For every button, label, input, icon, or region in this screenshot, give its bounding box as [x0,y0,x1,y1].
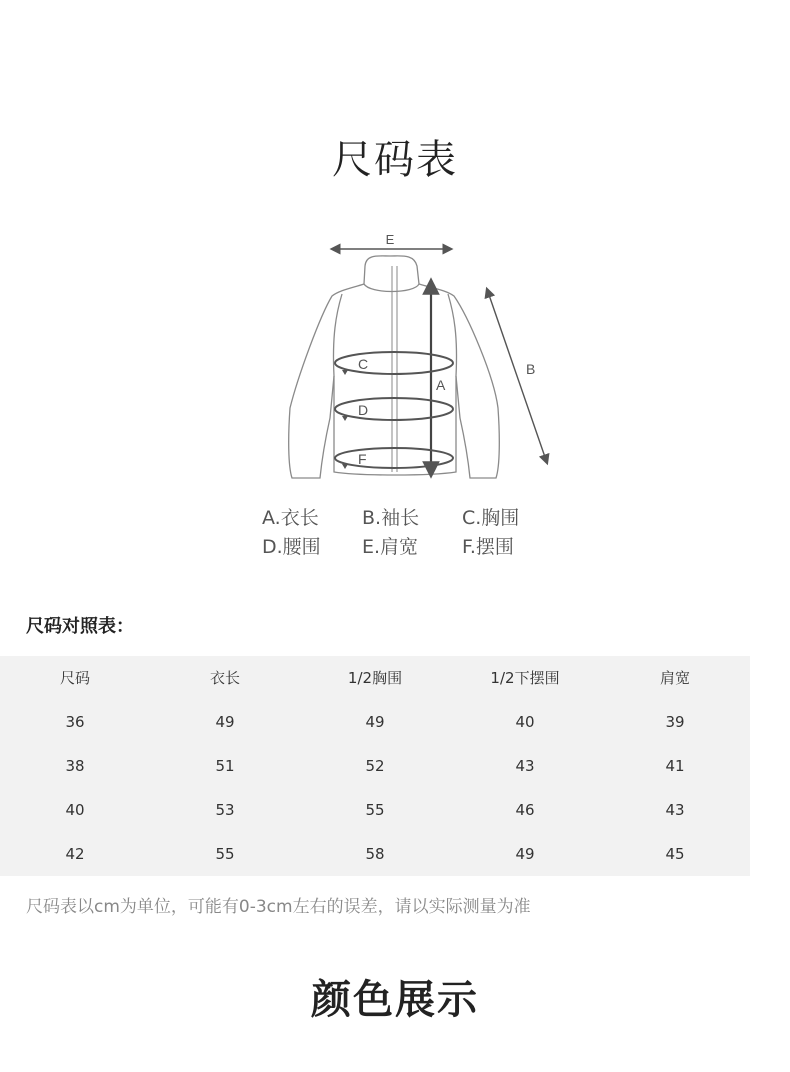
jacket-measurement-diagram [280,226,560,486]
measure-c-mark: C [358,356,369,372]
table-header-cell: 1/2胸围 [347,669,403,687]
measurement-legend-row-1 [262,503,562,530]
legend-item: D.腰围 [262,536,321,558]
legend-item: E.肩宽 [362,536,419,558]
table-cell: 58 [365,845,385,863]
legend-item: A.衣长 [262,507,319,529]
size-table [0,656,750,876]
table-cell: 43 [665,801,685,819]
table-cell: 49 [365,713,385,731]
measurement-note: 尺码表以cm为单位，可能有0-3cm左右的误差，请以实际测量为准 [26,897,531,917]
table-cell: 40 [65,801,85,819]
table-cell: 36 [65,713,85,731]
measure-f-mark: F [358,451,367,467]
table-cell: 46 [515,801,535,819]
measure-e-mark: E [385,232,395,247]
measurement-legend-row-2 [262,532,562,559]
measure-d-ellipse [335,398,453,420]
legend-item: B.袖长 [362,507,420,529]
table-header-cell: 肩宽 [659,669,690,687]
table-cell: 40 [515,713,535,731]
table-cell: 51 [215,757,235,775]
measure-a-mark: A [436,377,446,393]
table-cell: 52 [365,757,385,775]
table-cell: 55 [215,845,235,863]
table-header-cell: 尺码 [59,669,90,687]
legend-item: C.胸围 [462,507,520,529]
table-cell: 49 [215,713,235,731]
table-cell: 39 [665,713,685,731]
measure-c-ellipse [335,352,453,374]
table-cell: 49 [515,845,535,863]
color-display-title: 颜色展示 [311,977,479,1023]
table-row [0,744,750,788]
table-row [0,832,750,876]
size-chart-heading: 尺码对照表： [26,616,134,637]
table-header-row [0,656,750,700]
table-cell: 41 [665,757,685,775]
table-cell: 43 [515,757,535,775]
measure-d-mark: D [358,402,369,418]
legend-item: F.摆围 [462,536,514,558]
size-chart-title: 尺码表 [332,137,458,183]
measure-b-mark: B [526,361,536,377]
table-cell: 38 [65,757,85,775]
measure-b-line [488,292,546,460]
table-cell: 53 [215,801,235,819]
table-row [0,700,750,744]
table-cell: 42 [65,845,85,863]
table-header-cell: 衣长 [209,669,240,687]
measure-f-ellipse [335,448,453,468]
table-cell: 55 [365,801,385,819]
table-header-cell: 1/2下摆围 [490,669,560,687]
jacket-outline [289,256,500,478]
table-row [0,788,750,832]
table-cell: 45 [665,845,685,863]
